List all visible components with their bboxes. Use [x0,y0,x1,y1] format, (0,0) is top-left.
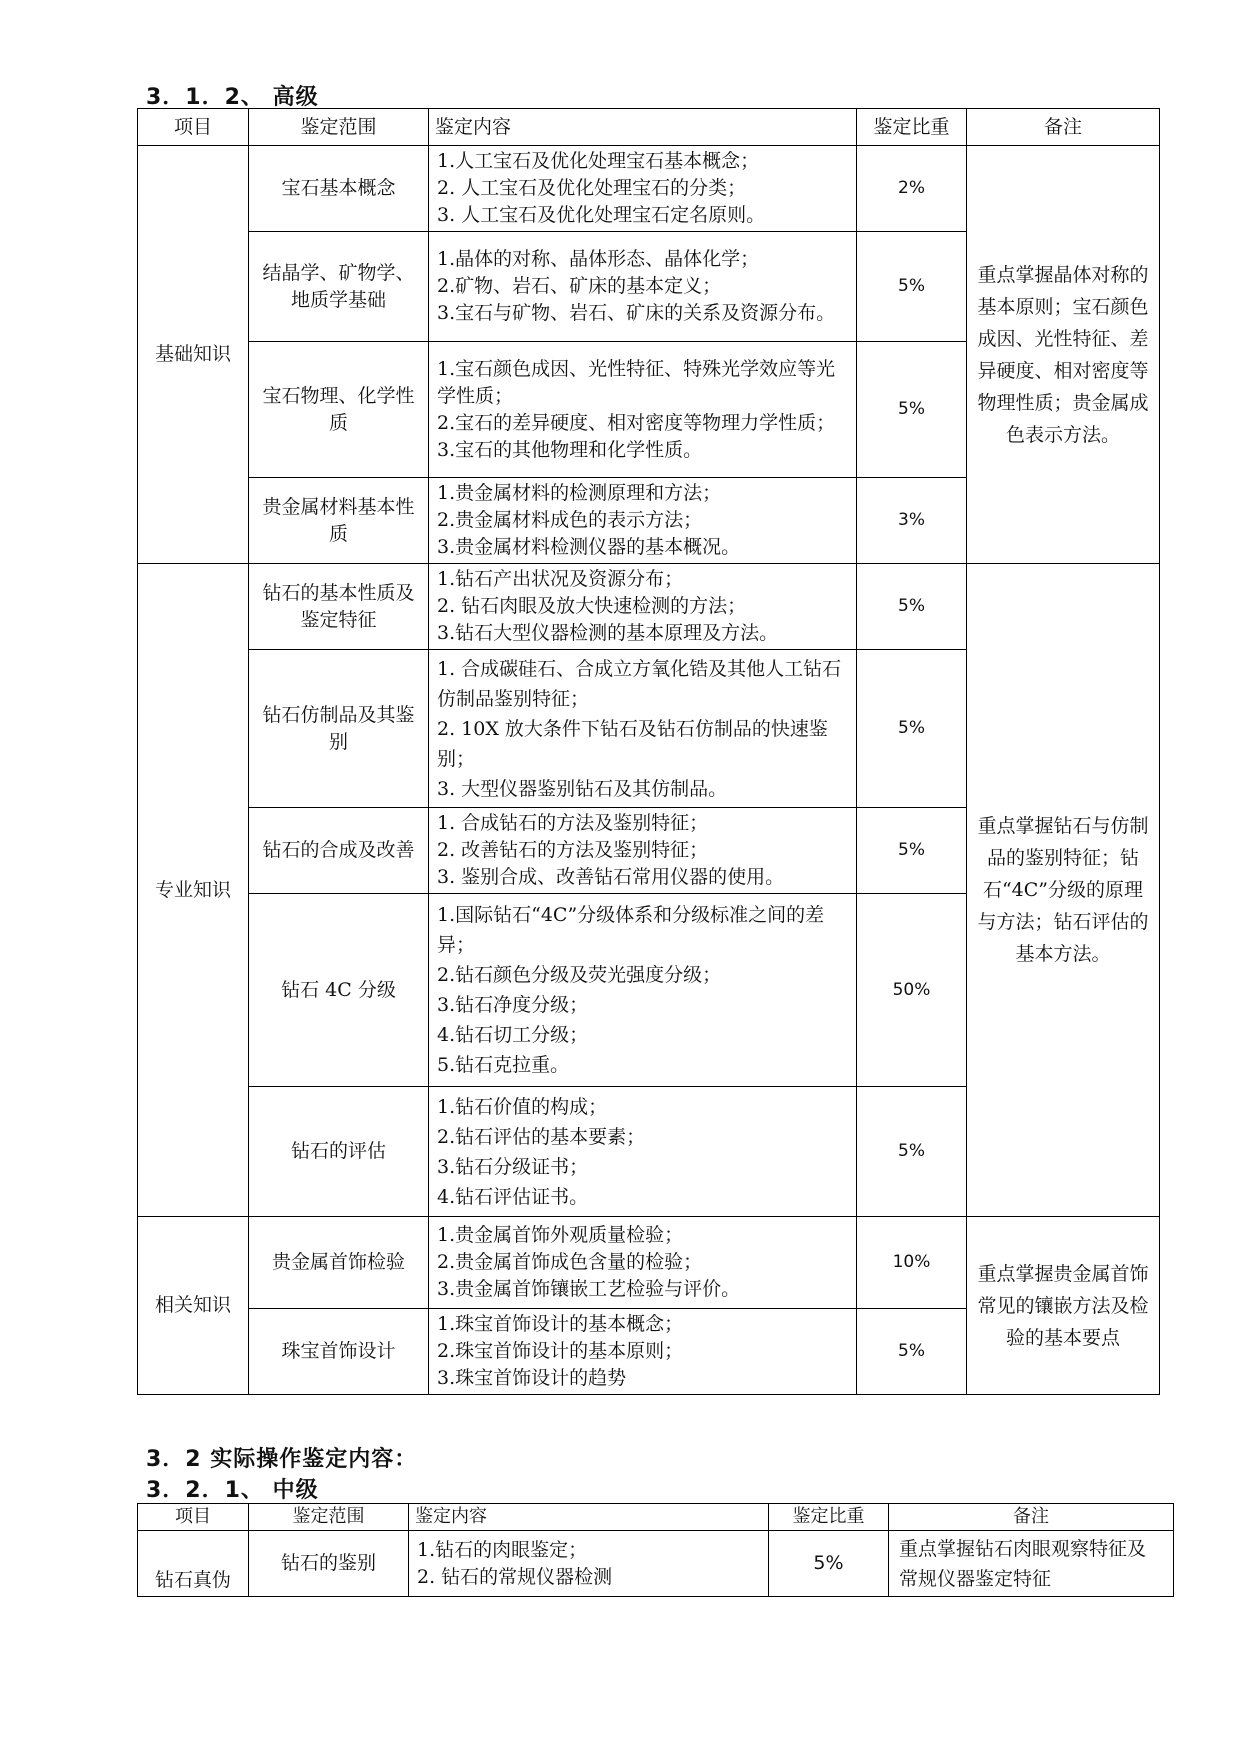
table-row [138,1217,1160,1309]
table-header-row [138,109,1160,146]
remark-cell: 重点掌握晶体对称的基本原则；宝石颜色成因、光性特征、差异硬度、相对密度等物理性质；贵金属成色表示方法。 [967,146,1160,564]
table-row [138,146,1160,232]
weight-cell: 50% [857,894,967,1087]
weight-cell: 2% [857,146,967,232]
weight-cell: 10% [857,1217,967,1309]
content-cell: 1. 合成碳硅石、合成立方氧化锆及其他人工钻石仿制品鉴别特征； 2. 10X 放大条件下钻石及钻石仿制品的快速鉴别； 3. 大型仪器鉴别钻石及其仿制品。 [429,650,857,808]
advanced-appraisal-table [137,108,1160,1395]
content-cell: 1.贵金属首饰外观质量检验； 2.贵金属首饰成色含量的检验； 3.贵金属首饰镶嵌工艺检验与评价。 [429,1217,857,1309]
header-weight: 鉴定比重 [857,109,967,146]
weight-cell: 3% [857,478,967,564]
remark-cell: 重点掌握贵金属首饰常见的镶嵌方法及检验的基本要点 [967,1217,1160,1395]
weight-cell: 5% [857,232,967,342]
content-cell: 1. 合成钻石的方法及鉴别特征； 2. 改善钻石的方法及鉴别特征； 3. 鉴别合成、改善钻石常用仪器的使用。 [429,808,857,894]
section-heading-practical: 3．2 实际操作鉴定内容： [146,1447,418,1472]
content-cell: 1.宝石颜色成因、光性特征、特殊光学效应等光学性质； 2.宝石的差异硬度、相对密度等物理力学性质； 3.宝石的其他物理和化学性质。 [429,342,857,478]
header-scope: 鉴定范围 [249,1504,409,1531]
scope-cell: 宝石物理、化学性质 [249,342,429,478]
header-remark: 备注 [889,1504,1174,1531]
weight-cell: 5% [857,650,967,808]
weight-cell: 5% [857,1087,967,1217]
scope-cell: 结晶学、矿物学、地质学基础 [249,232,429,342]
table-header-row [138,1504,1174,1531]
intermediate-practical-table [137,1503,1174,1597]
header-item: 项目 [138,109,249,146]
section-heading-intermediate: 3．2．1、 中级 [146,1478,319,1503]
content-cell: 1.钻石的肉眼鉴定； 2. 钻石的常规仪器检测 [409,1531,769,1597]
header-item: 项目 [138,1504,249,1531]
scope-cell: 钻石的鉴别 [249,1531,409,1597]
header-content: 鉴定内容 [409,1504,769,1531]
weight-cell: 5% [857,564,967,650]
content-cell: 1.钻石价值的构成； 2.钻石评估的基本要素； 3.钻石分级证书； 4.钻石评估证书。 [429,1087,857,1217]
scope-cell: 钻石的评估 [249,1087,429,1217]
remark-cell: 重点掌握钻石与仿制品的鉴别特征；钻石“4C”分级的原理与方法；钻石评估的基本方法。 [967,564,1160,1217]
content-cell: 1.人工宝石及优化处理宝石基本概念； 2. 人工宝石及优化处理宝石的分类； 3. 人工宝石及优化处理宝石定名原则。 [429,146,857,232]
content-cell: 1.珠宝首饰设计的基本概念； 2.珠宝首饰设计的基本原则； 3.珠宝首饰设计的趋势 [429,1309,857,1395]
scope-cell: 钻石 4C 分级 [249,894,429,1087]
header-weight: 鉴定比重 [769,1504,889,1531]
content-cell: 1.贵金属材料的检测原理和方法； 2.贵金属材料成色的表示方法； 3.贵金属材料检测仪器的基本概况。 [429,478,857,564]
content-cell: 1.国际钻石“4C”分级体系和分级标准之间的差异； 2.钻石颜色分级及荧光强度分级； 3.钻石净度分级； 4.钻石切工分级； 5.钻石克拉重。 [429,894,857,1087]
weight-cell: 5% [857,808,967,894]
table-row [138,1531,1174,1597]
category-cell: 专业知识 [138,564,249,1217]
header-remark: 备注 [967,109,1160,146]
scope-cell: 珠宝首饰设计 [249,1309,429,1395]
table-row [138,564,1160,650]
category-cell: 钻石真伪 [138,1531,249,1597]
scope-cell: 钻石的基本性质及鉴定特征 [249,564,429,650]
content-cell: 1.钻石产出状况及资源分布； 2. 钻石肉眼及放大快速检测的方法； 3.钻石大型仪器检测的基本原理及方法。 [429,564,857,650]
category-cell: 基础知识 [138,146,249,564]
scope-cell: 宝石基本概念 [249,146,429,232]
header-scope: 鉴定范围 [249,109,429,146]
remark-cell: 重点掌握钻石肉眼观察特征及常规仪器鉴定特征 [889,1531,1174,1597]
weight-cell: 5% [857,1309,967,1395]
scope-cell: 钻石仿制品及其鉴别 [249,650,429,808]
category-cell: 相关知识 [138,1217,249,1395]
section-heading-advanced: 3．1．2、 高级 [146,85,319,110]
header-content: 鉴定内容 [429,109,857,146]
weight-cell: 5% [769,1531,889,1597]
scope-cell: 钻石的合成及改善 [249,808,429,894]
weight-cell: 5% [857,342,967,478]
scope-cell: 贵金属首饰检验 [249,1217,429,1309]
content-cell: 1.晶体的对称、晶体形态、晶体化学； 2.矿物、岩石、矿床的基本定义； 3.宝石与矿物、岩石、矿床的关系及资源分布。 [429,232,857,342]
scope-cell: 贵金属材料基本性质 [249,478,429,564]
